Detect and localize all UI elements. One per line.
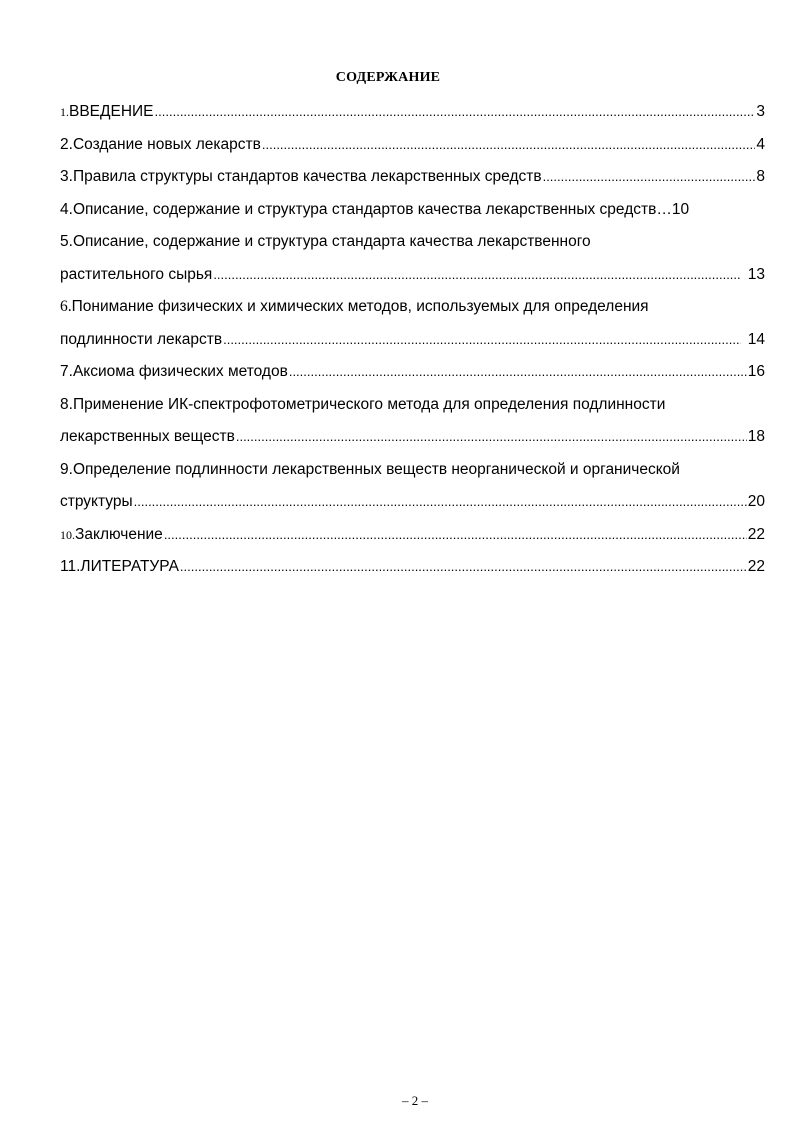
toc-entry-number: 8. <box>60 395 73 413</box>
toc-line <box>60 129 765 162</box>
toc-entry-title: Аксиома физических методов <box>72 363 288 380</box>
toc-entry-page: 20 <box>747 493 765 510</box>
toc-line <box>60 226 765 259</box>
dot-leader <box>236 421 747 454</box>
toc-entry-title: Правила структуры стандартов качества лекарственных средств <box>72 168 542 185</box>
dot-leader <box>180 551 747 584</box>
toc-entry-title: ЛИТЕРАТУРА <box>80 558 179 575</box>
toc-entry-page: 10 <box>671 200 690 218</box>
toc-entry-number: 7. <box>60 363 73 380</box>
dot-leader <box>213 259 740 292</box>
toc-entry-title: Создание новых лекарств <box>72 135 261 153</box>
toc-entry-number: 1. <box>60 105 69 119</box>
toc-entry-title: Применение ИК-спектрофотометрического метода для определения подлинности <box>72 395 666 413</box>
toc-entry-title: Описание, содержание и структура стандарта качества лекарственного <box>72 233 591 250</box>
toc-entry-page: 8 <box>756 168 765 185</box>
dot-leader <box>289 356 747 389</box>
toc-entry-page: 22 <box>747 525 765 543</box>
toc-entry-page: 4 <box>756 135 765 153</box>
toc-entry-number: 11. <box>60 558 81 575</box>
toc-title: СОДЕРЖАНИЕ <box>335 70 441 85</box>
toc-line <box>60 389 765 422</box>
toc-entry-page: 16 <box>747 363 765 380</box>
toc-entry-page: 3 <box>756 103 765 120</box>
toc-line <box>60 96 765 129</box>
dot-leader <box>164 519 747 552</box>
dot-leader <box>155 96 756 129</box>
toc-entry-number: 10. <box>60 527 75 542</box>
toc-line <box>60 259 765 292</box>
toc-entry-title: Определение подлинности лекарственных веществ неорганической и органической <box>72 460 680 478</box>
toc-entry-number: 5. <box>60 233 73 250</box>
toc-entry-number: 9. <box>60 460 73 478</box>
toc-line <box>60 356 765 389</box>
toc-line <box>60 486 765 519</box>
table-of-contents <box>60 96 765 584</box>
toc-entry-number: 3. <box>60 168 73 185</box>
toc-entry <box>60 194 765 227</box>
toc-entry-title-continued: структуры <box>60 493 133 510</box>
toc-entry-page: 13 <box>747 265 765 283</box>
toc-entry-title-continued: лекарственных веществ <box>60 428 235 445</box>
dot-leader <box>134 486 747 519</box>
toc-line <box>60 161 765 194</box>
toc-entry <box>60 356 765 389</box>
toc-entry <box>60 551 765 584</box>
toc-line <box>60 519 765 552</box>
toc-entry-number: 2. <box>60 135 73 153</box>
toc-entry-page: 14 <box>747 330 765 348</box>
toc-entry <box>60 291 765 356</box>
toc-entry-title-continued: подлинности лекарств <box>60 330 223 348</box>
toc-entry-number: 6. <box>60 298 72 315</box>
dot-leader <box>262 129 756 162</box>
toc-entry-title-continued: растительного сырья <box>60 265 213 283</box>
toc-entry-title: Заключение <box>75 525 163 543</box>
toc-line <box>60 194 765 227</box>
toc-entry <box>60 226 765 291</box>
toc-entry <box>60 96 765 129</box>
toc-entry <box>60 454 765 519</box>
toc-line <box>60 421 765 454</box>
toc-entry <box>60 389 765 454</box>
toc-entry <box>60 129 765 162</box>
page-number-footer: – 2 – <box>402 1093 428 1108</box>
toc-entry-title: Описание, содержание и структура стандартов качества лекарственных средств… <box>72 200 672 218</box>
toc-entry-number: 4. <box>60 200 73 218</box>
toc-entry-title: Понимание физических и химических методов, используемых для определения <box>71 298 649 315</box>
toc-entry-page: 18 <box>747 428 765 445</box>
dot-leader <box>223 324 741 357</box>
toc-entry <box>60 161 765 194</box>
toc-line <box>60 454 765 487</box>
toc-line <box>60 551 765 584</box>
toc-line <box>60 324 765 357</box>
toc-entry-page: 22 <box>747 558 765 575</box>
toc-entry-title: ВВЕДЕНИЕ <box>69 103 154 120</box>
dot-leader <box>543 161 756 194</box>
toc-entry <box>60 519 765 552</box>
toc-line <box>60 291 765 324</box>
